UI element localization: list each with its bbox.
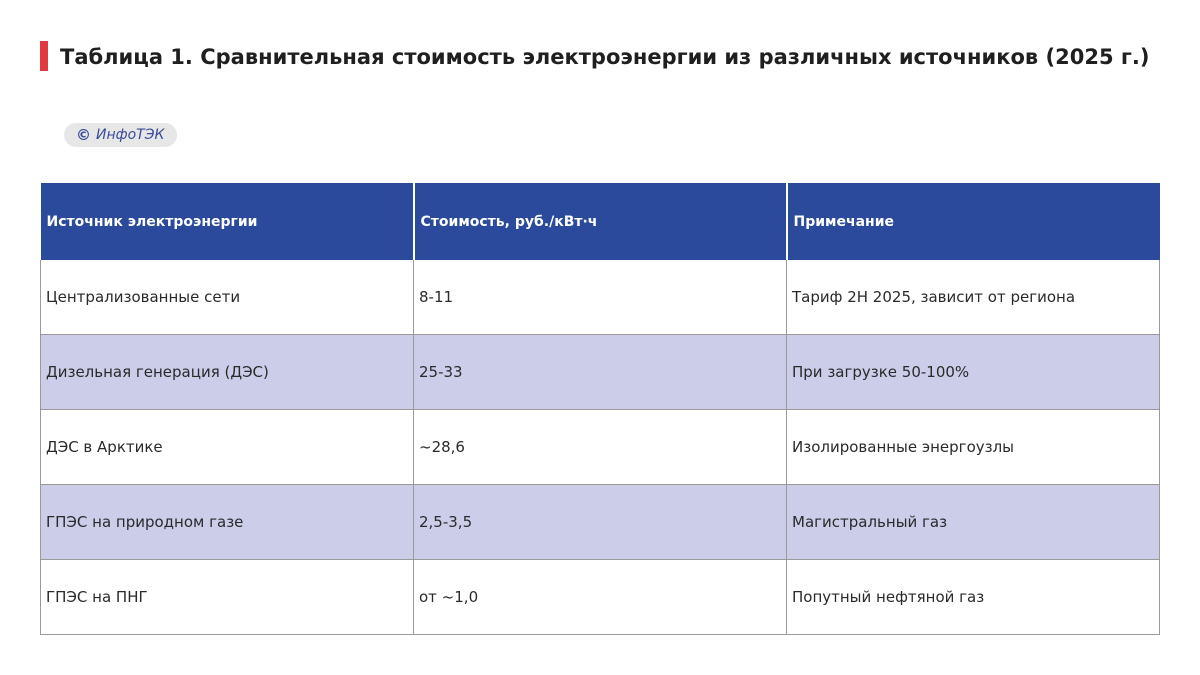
cell-note: Магистральный газ: [787, 485, 1160, 560]
column-header-note: Примечание: [787, 183, 1160, 260]
watermark-text: ИнфоТЭК: [96, 127, 165, 143]
cell-note: Попутный нефтяной газ: [787, 560, 1160, 635]
table-row: [41, 410, 1160, 485]
cell-note: Тариф 2H 2025, зависит от региона: [787, 260, 1160, 335]
column-header-source: Источник электроэнергии: [41, 183, 414, 260]
cell-note: При загрузке 50-100%: [787, 335, 1160, 410]
title-accent-bar: [40, 41, 48, 71]
table-row: [41, 560, 1160, 635]
cell-cost: от ~1,0: [414, 560, 787, 635]
cost-table: [40, 183, 1160, 635]
column-header-cost: Стоимость, руб./кВт·ч: [414, 183, 787, 260]
table-row: [41, 260, 1160, 335]
copyright-icon: ©: [76, 126, 91, 144]
cell-note: Изолированные энергоузлы: [787, 410, 1160, 485]
cell-source: ГПЭС на природном газе: [41, 485, 414, 560]
table-row: [41, 335, 1160, 410]
table-row: [41, 485, 1160, 560]
cell-source: Централизованные сети: [41, 260, 414, 335]
table-header-row: [41, 183, 1160, 260]
cell-cost: 2,5-3,5: [414, 485, 787, 560]
cell-cost: 8-11: [414, 260, 787, 335]
cell-cost: 25-33: [414, 335, 787, 410]
cell-source: ДЭС в Арктике: [41, 410, 414, 485]
cell-source: Дизельная генерация (ДЭС): [41, 335, 414, 410]
page-title: Таблица 1. Сравнительная стоимость электроэнергии из различных источников (2025 г.): [60, 45, 1150, 69]
cell-cost: ~28,6: [414, 410, 787, 485]
watermark-badge: [64, 123, 177, 147]
cell-source: ГПЭС на ПНГ: [41, 560, 414, 635]
